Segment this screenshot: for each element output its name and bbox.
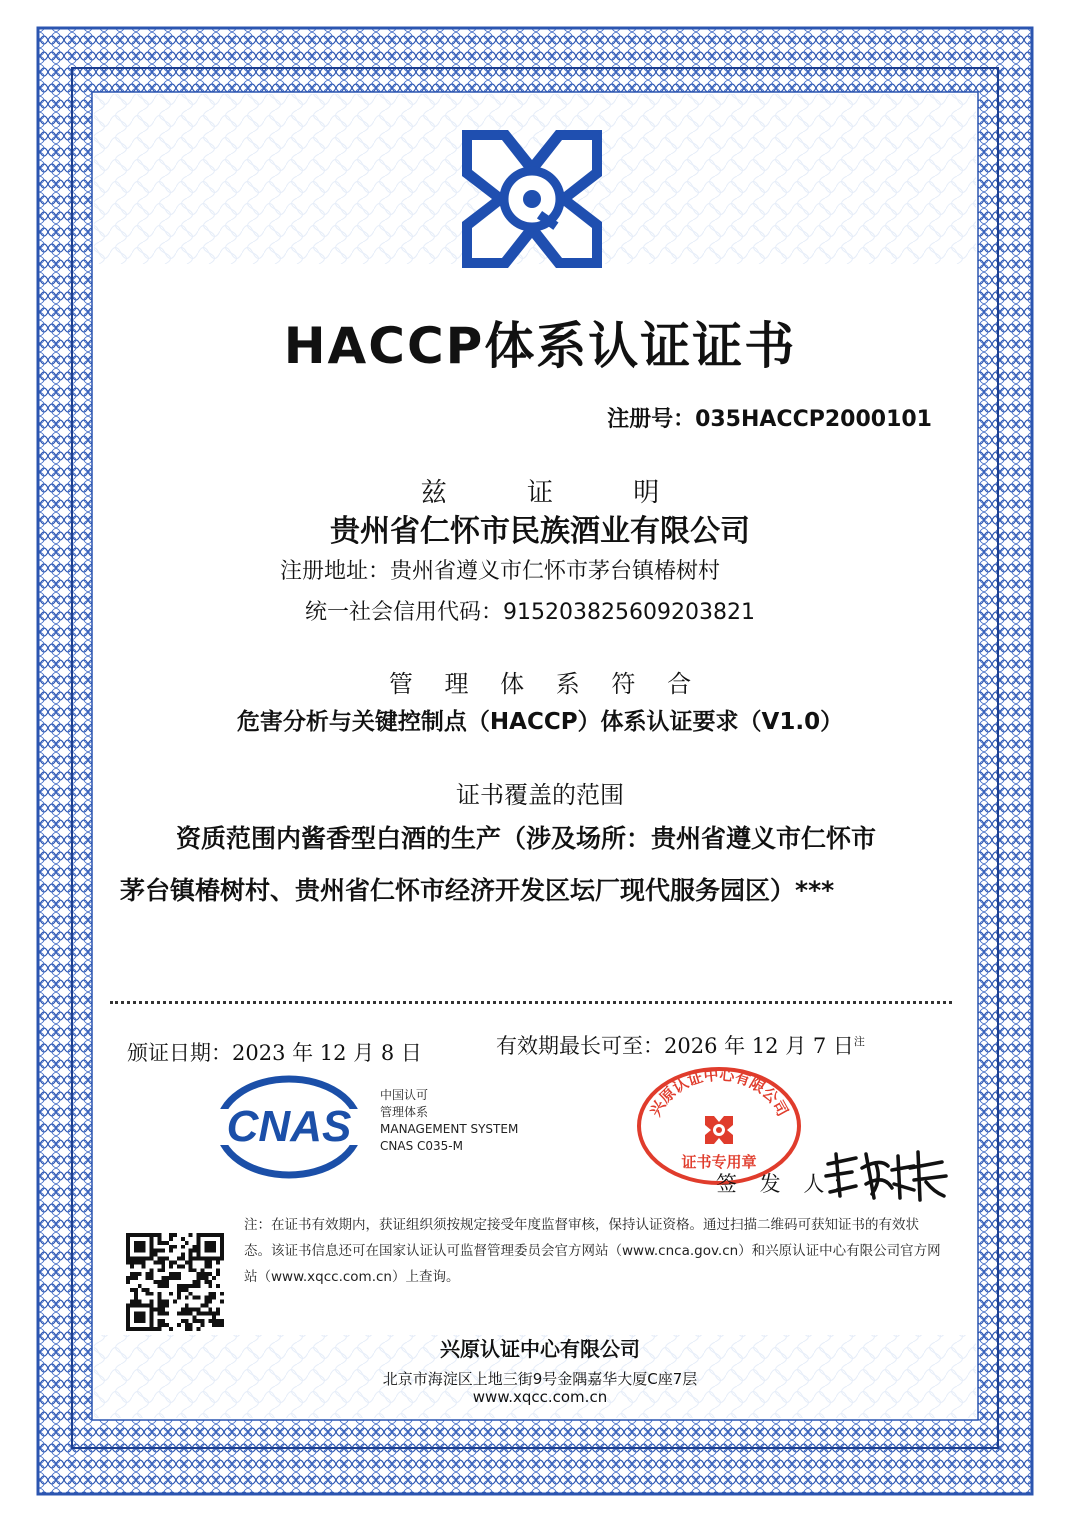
certify-label: 兹 证 明 <box>420 478 696 508</box>
cnas-logo-text: CNAS <box>226 1102 352 1151</box>
cnas-text <box>380 1087 518 1155</box>
valid-until <box>496 1030 865 1060</box>
scope-line-2: 茅台镇椿树村、贵州省仁怀市经济开发区坛厂现代服务园区）*** <box>120 876 835 905</box>
cnas-line-2: 管理体系 <box>380 1105 429 1119</box>
registration-number: 注册号：035HACCP2000101 <box>607 407 932 432</box>
certificate-note: 注：在证书有效期内，获证组织须按规定接受年度监督审核，保持认证资格。通过扫描二维码可获知证书的有效状态。该证书信息还可在国家认证认可监督管理委员会官方网站（www.cnca.gov.cn）和兴原认证中心有限公司官方网站（www.xqcc.com.cn）上查询。 <box>244 1217 941 1285</box>
registered-address: 注册地址：贵州省遵义市仁怀市茅台镇椿树村 <box>280 559 721 584</box>
signer-label: 签 发 人： <box>716 1172 862 1196</box>
cnas-line-4: CNAS C035-M <box>380 1139 463 1153</box>
valid-until-text: 有效期最长可至：2026 年 12 月 7 日 <box>496 1034 854 1058</box>
conform-label: 管 理 体 系 符 合 <box>388 670 704 698</box>
seal-label-text: 证书专用章 <box>681 1153 757 1171</box>
seal-emblem-icon <box>705 1116 733 1144</box>
cnas-line-1: 中国认可 <box>380 1088 429 1102</box>
dotted-divider <box>110 1001 952 1004</box>
cnas-logo <box>214 1075 364 1179</box>
scope-title: 证书覆盖的范围 <box>456 781 624 809</box>
qr-code[interactable] <box>126 1233 224 1331</box>
valid-note-mark: 注 <box>853 1035 865 1048</box>
issuer-name: 兴原认证中心有限公司 <box>440 1337 640 1361</box>
cert-logo-icon <box>462 130 602 268</box>
signature-image <box>822 1144 952 1204</box>
scope-line-1: 资质范围内酱香型白酒的生产（涉及场所：贵州省遵义市仁怀市 <box>176 824 877 853</box>
issue-date: 颁证日期：2023 年 12 月 8 日 <box>127 1041 422 1065</box>
issuer-website[interactable]: www.xqcc.com.cn <box>472 1388 608 1406</box>
svg-text:兴原认证中心有限公司 <box>646 1066 792 1120</box>
certificate-title: HACCP体系认证证书 <box>283 317 797 375</box>
cnas-line-3: MANAGEMENT SYSTEM <box>380 1122 519 1136</box>
credit-code: 统一社会信用代码：915203825609203821 <box>305 600 755 625</box>
seal-org-text: 兴原认证中心有限公司 <box>646 1065 792 1120</box>
issuer-address: 北京市海淀区上地三街9号金隅嘉华大厦C座7层 <box>382 1370 698 1388</box>
company-name: 贵州省仁怀市民族酒业有限公司 <box>330 514 750 549</box>
certification-standard: 危害分析与关键控制点（HACCP）体系认证要求（V1.0） <box>236 709 844 735</box>
